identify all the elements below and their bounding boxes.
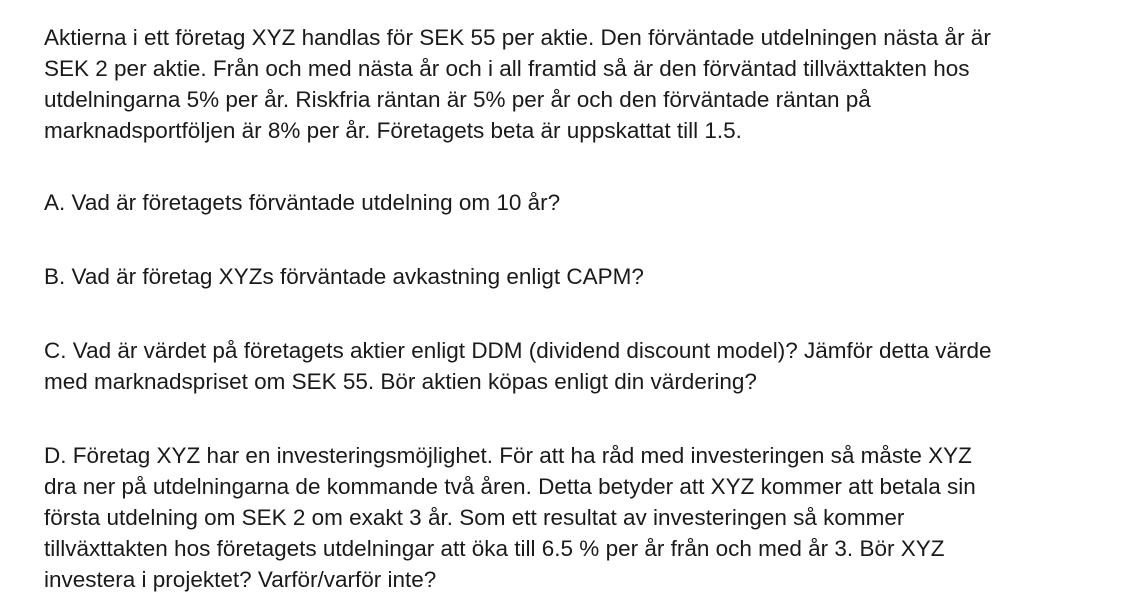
paragraph-spacer (44, 292, 1104, 335)
paragraph-spacer (44, 218, 1104, 261)
intro-line: SEK 2 per aktie. Från och med nästa år och i all framtid så är den förväntad tillväxttakten hos (44, 56, 970, 81)
paragraph-spacer (44, 397, 1104, 440)
question-d-line: första utdelning om SEK 2 om exakt 3 år. Som ett resultat av investeringen så kommer (44, 505, 905, 530)
intro-line: marknadsportföljen är 8% per år. Företagets beta är uppskattat till 1.5. (44, 118, 742, 143)
question-d-line: dra ner på utdelningarna de kommande två åren. Detta betyder att XYZ kommer att betala sin (44, 474, 976, 499)
question-c (44, 335, 1104, 397)
question-b (44, 261, 1104, 292)
question-c-line: med marknadspriset om SEK 55. Bör aktien köpas enligt din värdering? (44, 369, 757, 394)
question-d-line: investera i projektet? Varför/varför inte? (44, 567, 437, 592)
intro-line: Aktierna i ett företag XYZ handlas för SEK 55 per aktie. Den förväntade utdelningen nästa år är (44, 25, 991, 50)
intro-line: utdelningarna 5% per år. Riskfria räntan är 5% per år och den förväntade räntan på (44, 87, 871, 112)
intro-paragraph (44, 22, 1104, 146)
question-a-line: A. Vad är företagets förväntade utdelning om 10 år? (44, 190, 561, 215)
question-d (44, 440, 1104, 595)
question-d-line: tillväxttakten hos företagets utdelningar att öka till 6.5 % per år från och med år 3. Bör XYZ (44, 536, 945, 561)
question-a (44, 187, 1104, 218)
document-body (44, 22, 1104, 595)
question-c-line: C. Vad är värdet på företagets aktier enligt DDM (dividend discount model)? Jämför detta värde (44, 338, 992, 363)
paragraph-spacer (44, 146, 1104, 187)
question-d-line: D. Företag XYZ har en investeringsmöjlighet. För att ha råd med investeringen så måste XYZ (44, 443, 972, 468)
question-b-line: B. Vad är företag XYZs förväntade avkastning enligt CAPM? (44, 264, 644, 289)
